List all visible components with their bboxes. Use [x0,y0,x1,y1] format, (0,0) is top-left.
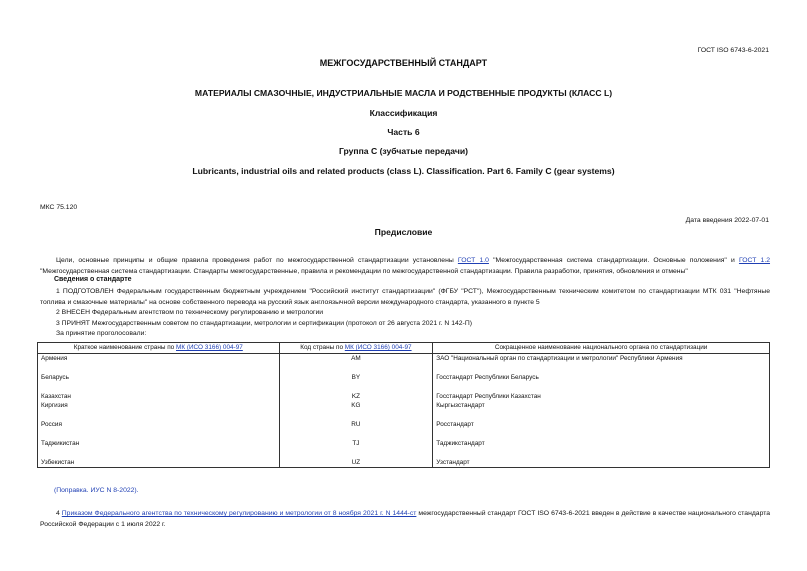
table-row [38,354,770,373]
column-header-organization: Сокращенное наименование национального органа по стандартизации [433,343,770,354]
code-cell: KG [279,401,433,420]
standard-info-heading: Сведения о стандарте [54,276,132,283]
code-cell: RU [279,420,433,439]
table-header-row [38,343,770,354]
paragraph-text: Цели, основные принципы и общие правила проведения работ по межгосударственной стандартизации установлены [56,257,458,264]
item-2-introduced: 2 ВНЕСЕН Федеральным агентством по техническому регулированию и метрологии [56,309,324,316]
table-row [38,401,770,420]
paragraph-text: "Межгосударственная система стандартизации. Стандарты межгосударственные, правила и рекомендации по межгосударственной стандартизации. Правила разработки, принятия, обновления и отмены" [40,267,688,275]
foreword-heading: Предисловие [374,227,433,237]
table-row [38,373,770,392]
organization-cell: Узстандарт [433,458,770,468]
mks-code: МКС 75.120 [40,204,78,211]
gost-1-0-link[interactable]: ГОСТ 1.0 [457,257,489,264]
mk-iso-3166-link[interactable]: МК (ИСО 3166) 004-97 [176,344,243,351]
code-cell: KZ [279,392,433,401]
code-cell: AM [279,354,433,373]
subtitle-classification: Классификация [369,108,438,118]
paragraph-text: межгосударственный стандарт ГОСТ ISO 6743-6-2021 введен в действие в качестве национального стандарта Российской Федерации с 1 июля 2022 г. [40,510,771,528]
header-text: Код страны по [300,344,345,351]
item-number: 4 [56,510,62,517]
paragraph-text: "Межгосударственная система стандартизации. Основные положения" и [488,257,739,264]
introduction-date: Дата введения 2022-07-01 [685,217,769,224]
organization-cell: Таджикстандарт [433,439,770,458]
voting-table [37,342,770,468]
header-text: Краткое наименование страны по [73,344,177,351]
document-title: МАТЕРИАЛЫ СМАЗОЧНЫЕ, ИНДУСТРИАЛЬНЫЕ МАСЛА И РОДСТВЕННЫЕ ПРОДУКТЫ (КЛАСС L) [194,88,613,98]
country-cell: Киргизия [38,401,280,420]
gost-1-2-link[interactable]: ГОСТ 1.2 [738,257,771,264]
column-header-code [279,343,433,354]
subtitle-group: Группа С (зубчатые передачи) [338,146,469,156]
voted-label: За принятие проголосовали: [56,330,147,337]
organization-cell: ЗАО "Национальный орган по стандартизации и метрологии" Республики Армения [433,354,770,373]
code-cell: BY [279,373,433,392]
item-3-adopted: 3 ПРИНЯТ Межгосударственным советом по стандартизации, метрологии и сертификации (протокол от 26 августа 2021 г. N 142-П) [56,320,472,327]
item-4-order [40,509,770,530]
country-cell: Казахстан [38,392,280,401]
country-cell: Узбекистан [38,458,280,468]
order-1444-link[interactable]: Приказом Федерального агентства по техническому регулированию и метрологии от 8 ноября 2021 г. N 1444-ст [61,510,417,517]
title-english: Lubricants, industrial oils and related products (class L). Classification. Part 6. Family C (gear systems) [192,166,615,176]
amendment-note-link[interactable]: (Поправка. ИУС N 8-2022). [54,487,139,494]
table-row [38,439,770,458]
country-cell: Таджикистан [38,439,280,458]
country-cell: Россия [38,420,280,439]
table-row [38,420,770,439]
column-header-country [38,343,280,354]
organization-cell: Госстандарт Республики Беларусь [433,373,770,392]
organization-cell: Госстандарт Республики Казахстан [433,392,770,401]
organization-cell: Росстандарт [433,420,770,439]
organization-cell: Кыргызстандарт [433,401,770,420]
subtitle-part: Часть 6 [387,127,420,137]
code-cell: TJ [279,439,433,458]
mk-iso-3166-link[interactable]: МК (ИСО 3166) 004-97 [344,344,412,351]
standard-type-heading: МЕЖГОСУДАРСТВЕННЫЙ СТАНДАРТ [319,58,488,68]
document-code: ГОСТ ISO 6743-6-2021 [697,47,769,54]
table-row [38,392,770,401]
country-cell: Беларусь [38,373,280,392]
item-1-prepared: 1 ПОДГОТОВЛЕН Федеральным государственным бюджетным учреждением "Российский институт стандартизации" (ФГБУ "РСТ"), Межгосударственным техническим комитетом по стандартизации МТК 031 "Нефтяные топлива и смазочные материалы" на основе собственного перевода на русский язык англоязычной версии международного стандарта, указанного в пункте 5 [40,288,770,306]
code-cell: UZ [279,458,433,468]
foreword-paragraph [40,256,770,277]
table-row [38,458,770,468]
country-cell: Армения [38,354,280,373]
